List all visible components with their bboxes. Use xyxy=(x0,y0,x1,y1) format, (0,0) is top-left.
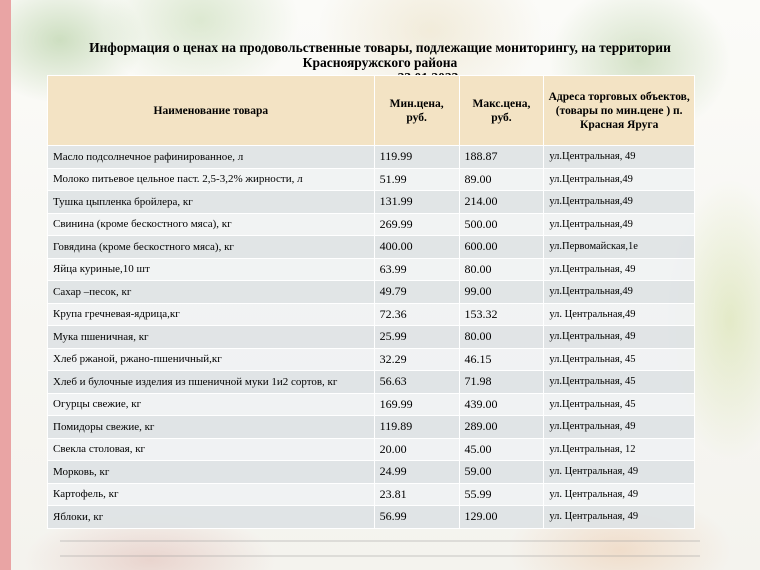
cell-max-price: 59.00 xyxy=(459,461,544,484)
cell-min-price: 400.00 xyxy=(374,236,459,259)
table-row xyxy=(48,461,695,484)
cell-max-price: 99.00 xyxy=(459,281,544,304)
left-accent-bar xyxy=(0,0,11,570)
cell-min-price: 51.99 xyxy=(374,168,459,191)
cell-max-price: 600.00 xyxy=(459,236,544,259)
header-min-price: Мин.цена, руб. xyxy=(374,76,459,146)
table-row xyxy=(48,213,695,236)
cell-max-price: 214.00 xyxy=(459,191,544,214)
cell-max-price: 188.87 xyxy=(459,146,544,169)
cell-max-price: 500.00 xyxy=(459,213,544,236)
cell-min-price: 20.00 xyxy=(374,438,459,461)
title-line-2: Краснояружского района xyxy=(302,55,458,70)
cell-product-name: Яблоки, кг xyxy=(48,506,375,529)
cell-product-name: Яйца куриные,10 шт xyxy=(48,258,375,281)
cell-max-price: 289.00 xyxy=(459,416,544,439)
cell-max-price: 80.00 xyxy=(459,258,544,281)
cell-product-name: Свинина (кроме бескостного мяса), кг xyxy=(48,213,375,236)
table-row xyxy=(48,236,695,259)
cell-address: ул.Центральная,49 xyxy=(544,191,695,214)
cell-min-price: 49.79 xyxy=(374,281,459,304)
cell-min-price: 169.99 xyxy=(374,393,459,416)
table-row xyxy=(48,348,695,371)
table-row xyxy=(48,506,695,529)
cell-max-price: 89.00 xyxy=(459,168,544,191)
table-row xyxy=(48,146,695,169)
table-row xyxy=(48,483,695,506)
cell-min-price: 119.89 xyxy=(374,416,459,439)
cell-address: ул.Центральная, 49 xyxy=(544,146,695,169)
table-row xyxy=(48,371,695,394)
cell-max-price: 129.00 xyxy=(459,506,544,529)
cell-min-price: 24.99 xyxy=(374,461,459,484)
header-product-name: Наименование товара xyxy=(48,76,375,146)
cell-max-price: 80.00 xyxy=(459,326,544,349)
cell-address: ул.Центральная, 49 xyxy=(544,416,695,439)
cell-product-name: Свекла столовая, кг xyxy=(48,438,375,461)
table-row xyxy=(48,168,695,191)
cell-max-price: 153.32 xyxy=(459,303,544,326)
cell-min-price: 63.99 xyxy=(374,258,459,281)
basket-decoration xyxy=(60,555,700,557)
header-address: Адреса торговых объектов, (товары по мин.цене ) п. Красная Яруга xyxy=(544,76,695,146)
cell-min-price: 72.36 xyxy=(374,303,459,326)
table-row xyxy=(48,416,695,439)
cell-address: ул.Центральная, 49 xyxy=(544,326,695,349)
table-row xyxy=(48,393,695,416)
cell-min-price: 25.99 xyxy=(374,326,459,349)
cell-min-price: 23.81 xyxy=(374,483,459,506)
cell-address: ул. Центральная, 49 xyxy=(544,506,695,529)
cell-address: ул.Центральная, 45 xyxy=(544,393,695,416)
cell-product-name: Морковь, кг xyxy=(48,461,375,484)
title-line-1: Информация о ценах на продовольственные товары, подлежащие мониторингу, на территории xyxy=(89,40,671,55)
cell-min-price: 119.99 xyxy=(374,146,459,169)
cell-product-name: Хлеб и булочные изделия из пшеничной муки 1и2 сортов, кг xyxy=(48,371,375,394)
cell-product-name: Сахар –песок, кг xyxy=(48,281,375,304)
cell-product-name: Хлеб ржаной, ржано-пшеничный,кг xyxy=(48,348,375,371)
cell-max-price: 46.15 xyxy=(459,348,544,371)
cell-max-price: 439.00 xyxy=(459,393,544,416)
cell-address: ул.Центральная, 49 xyxy=(544,258,695,281)
cell-max-price: 45.00 xyxy=(459,438,544,461)
table-row xyxy=(48,303,695,326)
cell-address: ул.Центральная,49 xyxy=(544,168,695,191)
cell-address: ул.Центральная,49 xyxy=(544,213,695,236)
cell-max-price: 55.99 xyxy=(459,483,544,506)
cell-address: ул.Первомайская,1е xyxy=(544,236,695,259)
cell-product-name: Мука пшеничная, кг xyxy=(48,326,375,349)
cell-min-price: 32.29 xyxy=(374,348,459,371)
cell-product-name: Крупа гречневая-ядрица,кг xyxy=(48,303,375,326)
cell-min-price: 56.63 xyxy=(374,371,459,394)
cell-min-price: 131.99 xyxy=(374,191,459,214)
header-max-price: Макс.цена, руб. xyxy=(459,76,544,146)
table-body xyxy=(48,146,695,529)
cell-product-name: Тушка цыпленка бройлера, кг xyxy=(48,191,375,214)
cell-address: ул. Центральная,49 xyxy=(544,303,695,326)
cell-min-price: 56.99 xyxy=(374,506,459,529)
cell-product-name: Картофель, кг xyxy=(48,483,375,506)
table-row xyxy=(48,258,695,281)
cell-address: ул. Центральная, 49 xyxy=(544,461,695,484)
cell-address: ул.Центральная, 45 xyxy=(544,348,695,371)
table-row xyxy=(48,191,695,214)
price-table xyxy=(47,75,695,529)
cell-min-price: 269.99 xyxy=(374,213,459,236)
table-header-row xyxy=(48,76,695,146)
table-row xyxy=(48,326,695,349)
cell-address: ул. Центральная, 49 xyxy=(544,483,695,506)
table-row xyxy=(48,438,695,461)
cell-product-name: Помидоры свежие, кг xyxy=(48,416,375,439)
cell-address: ул.Центральная,49 xyxy=(544,281,695,304)
cell-address: ул.Центральная, 12 xyxy=(544,438,695,461)
table-row xyxy=(48,281,695,304)
cell-product-name: Огурцы свежие, кг xyxy=(48,393,375,416)
cell-product-name: Говядина (кроме бескостного мяса), кг xyxy=(48,236,375,259)
cell-product-name: Масло подсолнечное рафинированное, л xyxy=(48,146,375,169)
basket-decoration xyxy=(60,540,700,542)
cell-max-price: 71.98 xyxy=(459,371,544,394)
cell-address: ул.Центральная, 45 xyxy=(544,371,695,394)
cell-product-name: Молоко питьевое цельное паст. 2,5-3,2% жирности, л xyxy=(48,168,375,191)
